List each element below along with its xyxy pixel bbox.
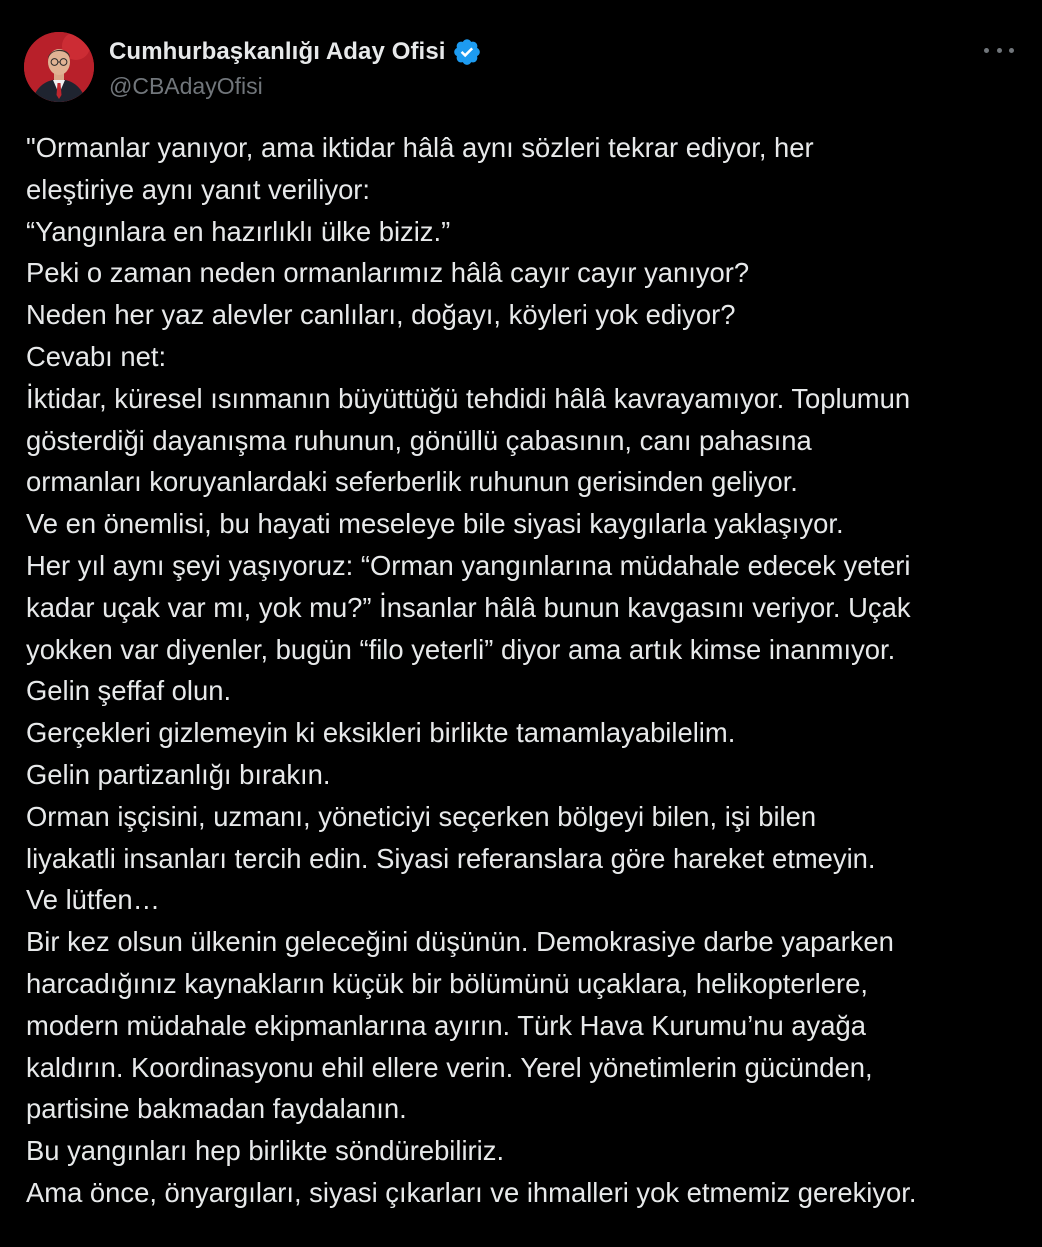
author-display-name[interactable]: Cumhurbaşkanlığı Aday Ofisi — [109, 38, 446, 65]
tweet-text-line: harcadığınız kaynakların küçük bir bölümünü uçaklara, helikopterlere, — [26, 967, 868, 999]
tweet-text-line: "Ormanlar yanıyor, ama iktidar hâlâ aynı sözleri tekrar ediyor, her — [26, 132, 814, 163]
tweet-text-line: “Yangınlara en hazırlıklı ülke biziz.” — [26, 215, 451, 247]
tweet-text-line: yokken var diyenler, bugün “filo yeterli” diyor ama artık kimse inanmıyor. — [26, 633, 896, 665]
tweet-text-line: ormanları koruyanlardaki seferberlik ruhunun gerisinden geliyor. — [26, 466, 798, 498]
more-options-button[interactable] — [984, 40, 1014, 60]
tweet-text-line: Gerçekleri gizlemeyin ki eksikleri birlikte tamamlayabilelim. — [26, 717, 736, 749]
tweet-text-line: liyakatli insanları tercih edin. Siyasi referanslara göre hareket etmeyin. — [26, 842, 876, 874]
tweet-text-line: Peki o zaman neden ormanlarımız hâlâ cayır cayır yanıyor? — [26, 257, 750, 289]
tweet-text — [26, 127, 1031, 1214]
tweet-text-line: Bir kez olsun ülkenin geleceğini düşünün. Demokrasiye darbe yaparken — [26, 926, 894, 958]
more-dot-icon — [984, 48, 989, 53]
tweet-text-line: Cevabı net: — [26, 340, 167, 372]
tweet-text-line: Neden her yaz alevler canlıları, doğayı, köyleri yok ediyor? — [26, 299, 736, 331]
tweet-text-line: Bu yangınları hep birlikte söndürebiliriz. — [26, 1135, 505, 1167]
tweet-text-line: modern müdahale ekipmanlarına ayırın. Türk Hava Kurumu’nu ayağa — [26, 1009, 866, 1041]
tweet-text-line: kadar uçak var mı, yok mu?” İnsanlar hâlâ bunun kavgasını veriyor. Uçak — [26, 591, 911, 623]
tweet-text-line: Ama önce, önyargıları, siyasi çıkarları ve ihmalleri yok etmemiz gerekiyor. — [26, 1176, 917, 1208]
tweet-text-line: Gelin şeffaf olun. — [26, 675, 232, 707]
tweet-text-line: kaldırın. Koordinasyonu ehil ellere verin. Yerel yönetimlerin gücünden, — [26, 1051, 873, 1083]
author-identity — [109, 37, 482, 100]
tweet-text-line: partisine bakmadan faydalanın. — [26, 1093, 407, 1125]
author-handle[interactable]: @CBAdayOfisi — [109, 73, 263, 99]
tweet-text-line: İktidar, küresel ısınmanın büyüttüğü tehdidi hâlâ kavrayamıyor. Toplumun — [26, 382, 911, 414]
more-dot-icon — [1009, 48, 1014, 53]
tweet-text-line: Gelin partizanlığı bırakın. — [26, 758, 331, 790]
tweet-text-line: eleştiriye aynı yanıt veriliyor: — [26, 173, 371, 205]
tweet-header — [24, 32, 1018, 104]
avatar[interactable] — [24, 32, 94, 102]
tweet-text-line: Her yıl aynı şeyi yaşıyoruz: “Orman yangınlarına müdahale edecek yeteri — [26, 549, 911, 581]
avatar-portrait-icon — [24, 32, 94, 102]
tweet-text-line: Orman işçisini, uzmanı, yöneticiyi seçerken bölgeyi bilen, işi bilen — [26, 800, 817, 832]
name-row — [109, 37, 482, 67]
tweet-text-line: Ve en önemlisi, bu hayati meseleye bile siyasi kaygılarla yaklaşıyor. — [26, 508, 844, 540]
tweet-text-line: Ve lütfen… — [26, 884, 160, 916]
more-dot-icon — [997, 48, 1002, 53]
verified-badge-icon[interactable] — [452, 37, 482, 67]
tweet-text-line: gösterdiği dayanışma ruhunun, gönüllü çabasının, canı pahasına — [26, 424, 812, 456]
